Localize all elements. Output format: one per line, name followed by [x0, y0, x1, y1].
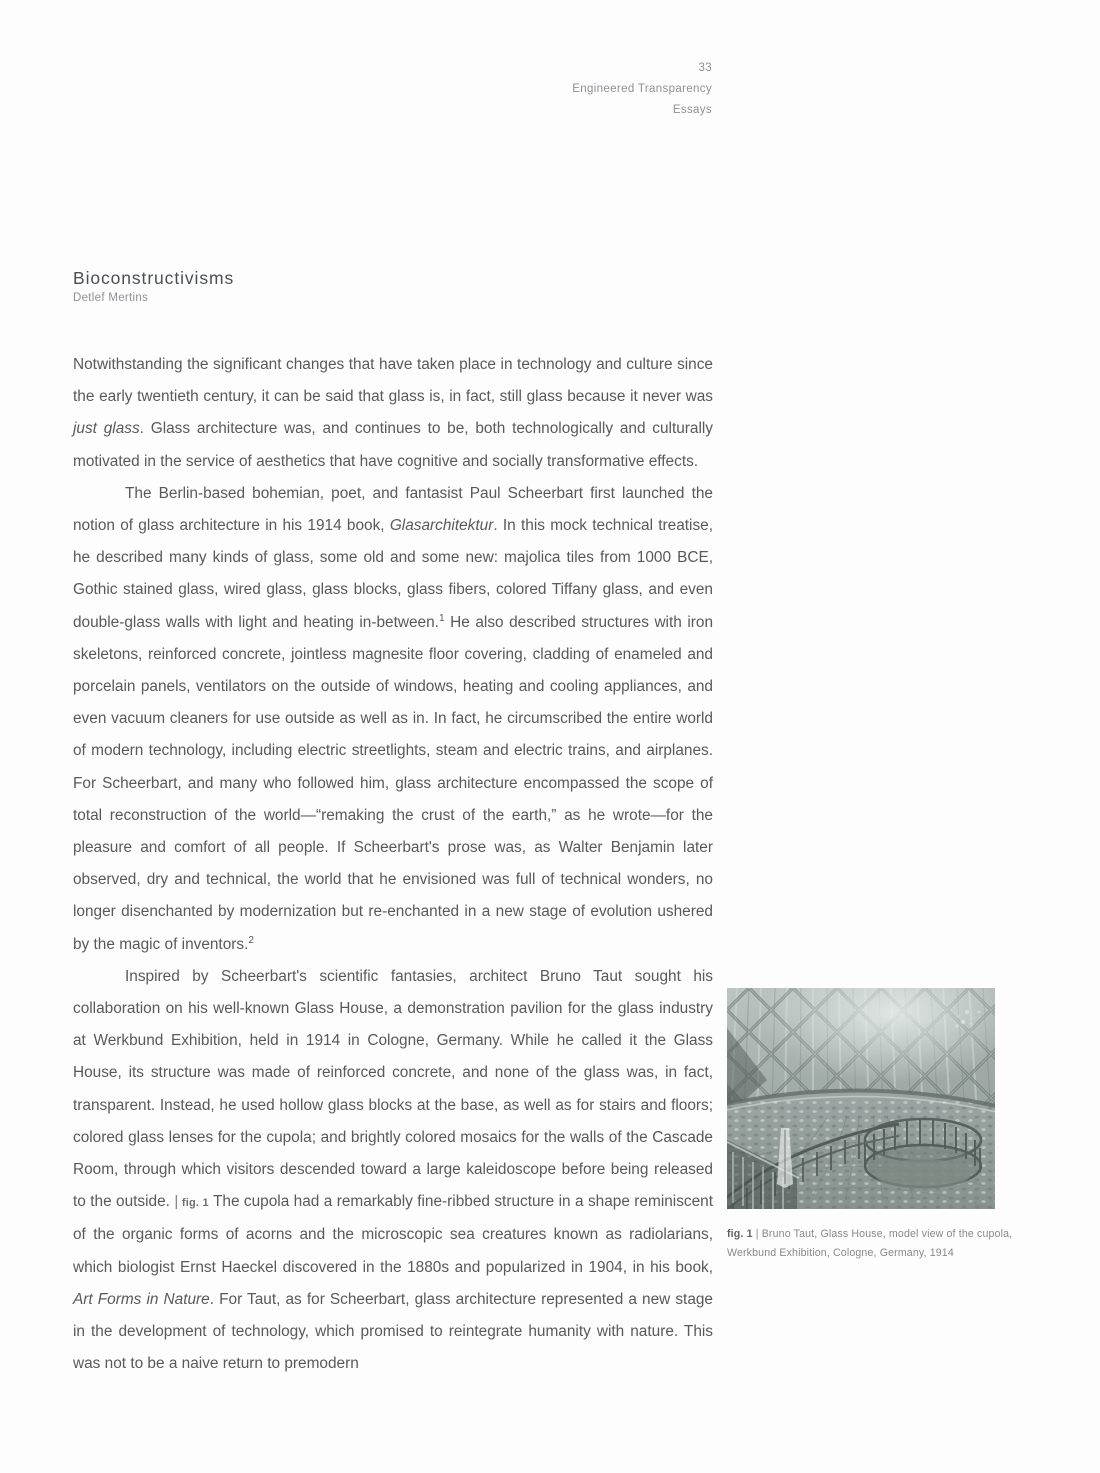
- page-title: Bioconstructivisms: [73, 267, 235, 288]
- figure-1: [727, 988, 1013, 1263]
- footnote-marker-2: 2: [248, 934, 255, 946]
- p2-text-a: The Berlin-based bohemian, poet, and fantasist Paul Scheerbart first launched the notion of glass architecture in his 1914 book,: [73, 484, 713, 535]
- running-head-title: Engineered Transparency: [572, 83, 712, 95]
- p3-text-c: . For Taut, as for Scheerbart, glass architecture represented a new stage in the development of technology, which promised to reintegrate humanity with nature. This was not to be a naive return to premodern: [73, 1290, 713, 1373]
- figure-image: [727, 988, 995, 1209]
- p2-text-c: He also described structures with iron skeletons, reinforced concrete, jointless magnesite floor covering, cladding of enameled and porcelain panels, ventilators on the outside of windows, heating and cooling appliances, and even vacuum cleaners for use outside as well as in. In fact, he circumscribed the entire world of modern technology, including electric streetlights, steam and electric trains, and airplanes. For Scheerbart, and many who followed him, glass architecture encompassed the scope of total reconstruction of the world—“remaking the crust of the earth,” as he wrote—for the pleasure and comfort of all people. If Scheerbart's prose was, as Walter Benjamin later observed, dry and technical, the world that he envisioned was full of technical wonders, no longer disenchanted by modernization but re-enchanted in a new stage of evolution ushered by the magic of inventors.: [73, 613, 713, 953]
- figure-caption-text: Bruno Taut, Glass House, model view of the cupola, Werkbund Exhibition, Cologne, Germany, 1914: [727, 1228, 1013, 1259]
- inline-figure-reference[interactable]: [174, 1193, 209, 1211]
- article-author: Detlef Mertins: [73, 292, 149, 304]
- paragraph-1: [73, 349, 713, 478]
- p1-italic: just glass: [73, 420, 140, 438]
- paragraph-3: [73, 961, 713, 1381]
- p3-text-b: The cupola had a remarkably fine-ribbed structure in a shape reminiscent of the organic forms of acorns and the microscopic sea creatures known as radiolarians, which biologist Ernst Haeckel discovered in the 1880s and popularized in 1904, in his book,: [73, 1193, 713, 1276]
- figure-caption-label: fig. 1: [727, 1228, 753, 1240]
- footnote-marker-1: 1: [438, 612, 445, 624]
- running-head-section: Essays: [672, 104, 712, 116]
- body-column: [73, 349, 713, 1381]
- p2-text-b: . In this mock technical treatise, he described many kinds of glass, some old and some new: majolica tiles from 1000 BCE, Gothic stained glass, wired glass, glass blocks, glass fibers, colored Tiffany glass, and even double-glass walls with light and heating in-between.: [73, 517, 714, 631]
- figure-caption: [727, 1225, 1027, 1263]
- page-number: 33: [698, 62, 712, 74]
- p1-text-b: . Glass architecture was, and continues to be, both technologically and culturally motivated in the service of aesthetics that have cognitive and socially transformative effects.: [73, 420, 714, 470]
- paragraph-2: [73, 478, 713, 961]
- running-head: [0, 58, 712, 121]
- figref-bar: |: [174, 1193, 179, 1211]
- glass-house-cupola-photo: [727, 988, 995, 1209]
- p3-italic: Art Forms in Nature: [73, 1290, 210, 1308]
- p1-text-a: Notwithstanding the significant changes that have taken place in technology and culture since the early twentieth century, it can be said that glass is, in fact, still glass because it never was: [73, 356, 713, 406]
- p2-italic: Glasarchitektur: [389, 517, 494, 535]
- figure-caption-separator: |: [755, 1228, 759, 1240]
- p3-text-a: Inspired by Scheerbart's scientific fantasies, architect Bruno Taut sought his collaboration on his well-known Glass House, a demonstration pavilion for the glass industry at Werkbund Exhibition, held in 1914 in Cologne, Germany. While he called it the Glass House, its structure was made of reinforced concrete, and none of the glass was, in fact, transparent. Instead, he used hollow glass blocks at the base, as well as for stairs and floors; colored glass lenses for the cupola; and brightly colored mosaics for the walls of the Cascade Room, through which visitors descended toward a large kaleidoscope before being released to the outside.: [73, 967, 713, 1211]
- figref-label: fig. 1: [181, 1197, 209, 1210]
